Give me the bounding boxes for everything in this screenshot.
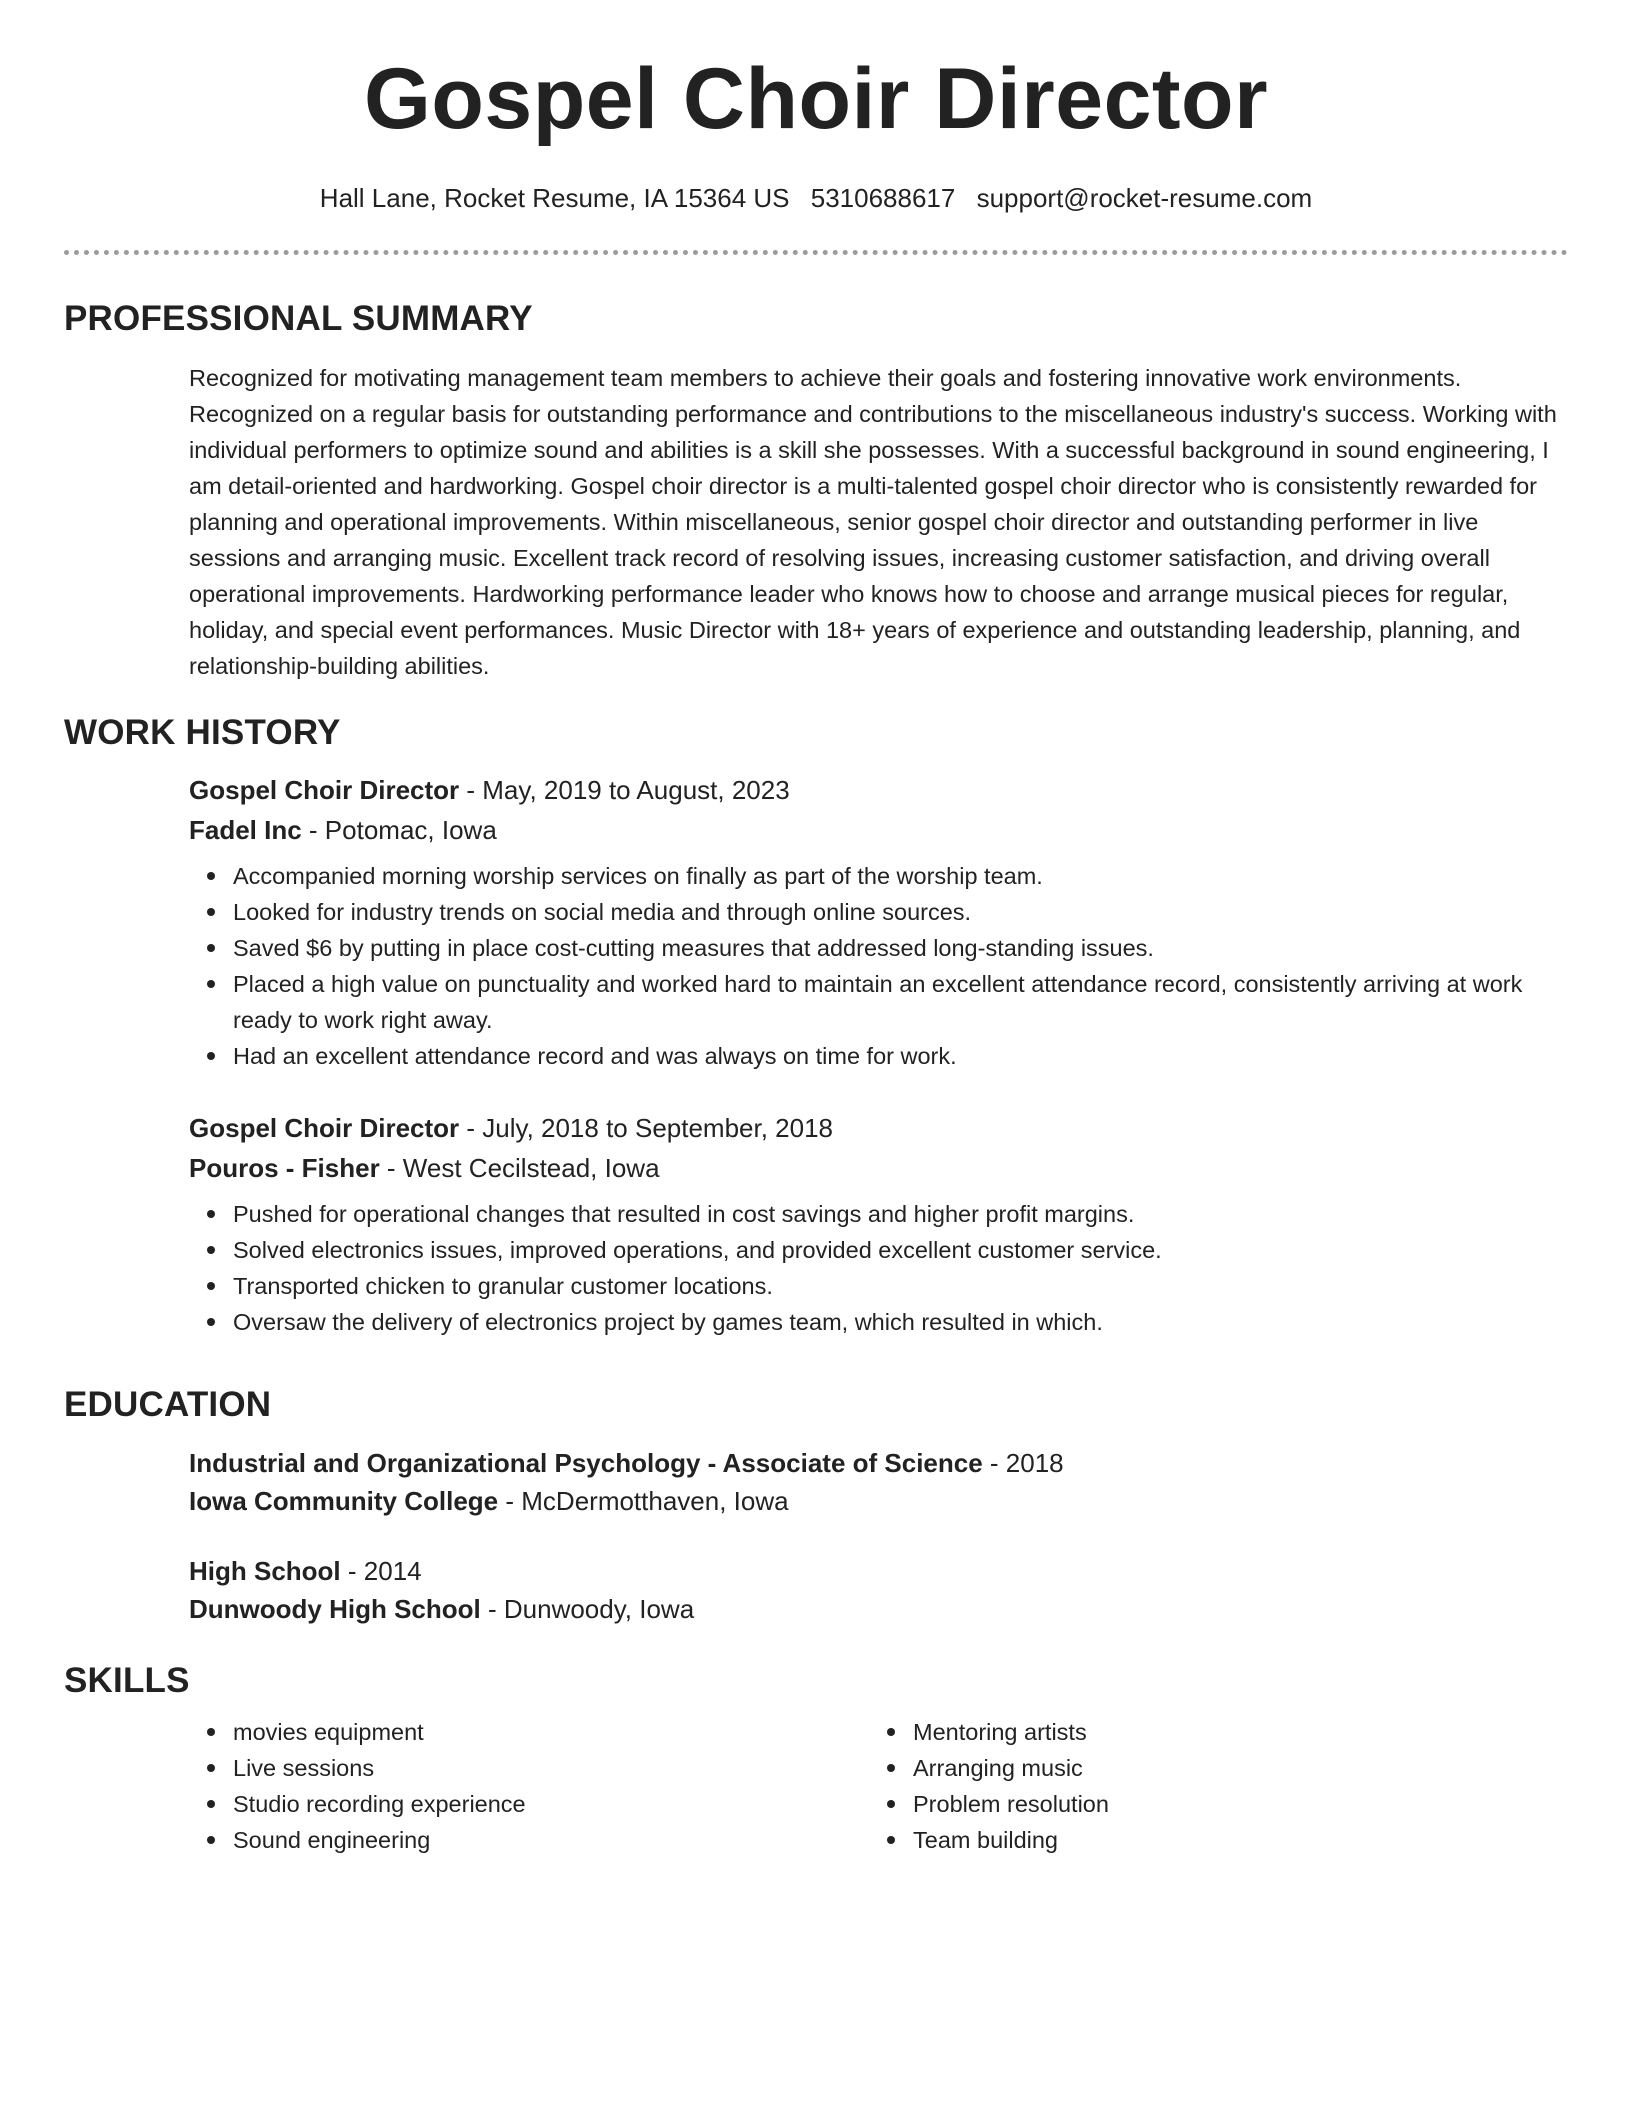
header-divider	[64, 250, 1568, 255]
education-school: Dunwoody High School	[189, 1594, 481, 1624]
job-role: Gospel Choir Director	[189, 1113, 460, 1143]
skills-column-left	[189, 1714, 869, 1858]
job-dates: - July, 2018 to September, 2018	[459, 1113, 834, 1143]
education-body	[189, 1444, 1568, 1628]
skills-section	[64, 1660, 1568, 1858]
job-title-line	[189, 770, 1568, 810]
job-company: Fadel Inc	[189, 815, 302, 845]
job-location: - West Cecilstead, Iowa	[379, 1153, 660, 1183]
summary-body	[189, 360, 1568, 684]
education-school-line	[189, 1590, 1568, 1628]
list-item: Looked for industry trends on social media and through online sources.	[233, 894, 1568, 930]
education-degree: Industrial and Organizational Psychology - Associate of Science	[189, 1448, 983, 1478]
skills-body	[189, 1714, 1568, 1858]
contact-email: support@rocket-resume.com	[976, 183, 1313, 213]
job-title-line	[189, 1108, 1568, 1148]
job-company: Pouros - Fisher	[189, 1153, 380, 1183]
education-degree: High School	[189, 1556, 341, 1586]
skill-item: Mentoring artists	[913, 1714, 1549, 1750]
list-item: Transported chicken to granular customer locations.	[233, 1268, 1568, 1304]
resume-name: Gospel Choir Director	[363, 51, 1269, 147]
skill-item: Problem resolution	[913, 1786, 1549, 1822]
summary-section	[64, 298, 1568, 684]
education-entry	[189, 1552, 1568, 1628]
skills-list-left	[189, 1714, 869, 1858]
skills-list-right	[869, 1714, 1549, 1858]
list-item: Saved $6 by putting in place cost-cutting measures that addressed long-standing issues.	[233, 930, 1568, 966]
job-role: Gospel Choir Director	[189, 775, 460, 805]
list-item: Accompanied morning worship services on finally as part of the worship team.	[233, 858, 1568, 894]
summary-heading: PROFESSIONAL SUMMARY	[64, 299, 533, 338]
skill-item: Team building	[913, 1822, 1549, 1858]
education-section	[64, 1384, 1568, 1628]
education-heading: EDUCATION	[64, 1385, 272, 1424]
education-school: Iowa Community College	[189, 1486, 499, 1516]
list-item: Had an excellent attendance record and was always on time for work.	[233, 1038, 1568, 1074]
list-item: Pushed for operational changes that resulted in cost savings and higher profit margins.	[233, 1196, 1568, 1232]
education-location: - McDermotthaven, Iowa	[498, 1486, 789, 1516]
list-item: Solved electronics issues, improved operations, and provided excellent customer service.	[233, 1232, 1568, 1268]
list-item: Placed a high value on punctuality and worked hard to maintain an excellent attendance record, consistently arriving at work ready to work right away.	[233, 966, 1568, 1038]
work-section	[64, 712, 1568, 1340]
skills-columns	[189, 1714, 1568, 1858]
job-entry	[189, 770, 1568, 1074]
skill-item: Live sessions	[233, 1750, 869, 1786]
job-company-line	[189, 810, 1568, 850]
education-entry	[189, 1444, 1568, 1520]
skill-item: Arranging music	[913, 1750, 1549, 1786]
contact-phone: 5310688617	[810, 183, 956, 213]
education-degree-line	[189, 1444, 1568, 1482]
education-degree-line	[189, 1552, 1568, 1590]
skill-item: Sound engineering	[233, 1822, 869, 1858]
summary-text: Recognized for motivating management team members to achieve their goals and fostering innovative work environments. Recognized on a regular basis for outstanding performance and contributions to the miscellaneous industry's success. Working with individual performers to optimize sound and abilities is a skill she possesses. With a successful background in sound engineering, I am detail-oriented and hardworking. Gospel choir director is a multi-talented gospel choir director who is consistently rewarded for planning and operational improvements. Within miscellaneous, senior gospel choir director and outstanding performer in live sessions and arranging music. Excellent track record of resolving issues, increasing customer satisfaction, and driving overall operational improvements. Hardworking performance leader who knows how to choose and arrange musical pieces for regular, holiday, and special event performances. Music Director with 18+ years of experience and outstanding leadership, planning, and relationship-building abilities.	[189, 365, 1557, 679]
work-body	[189, 770, 1568, 1340]
skills-heading: SKILLS	[64, 1661, 190, 1700]
contact-line	[0, 182, 1632, 216]
contact-address: Hall Lane, Rocket Resume, IA 15364 US	[319, 183, 790, 213]
job-location: - Potomac, Iowa	[301, 815, 497, 845]
education-year: - 2014	[340, 1556, 422, 1586]
skills-column-right	[869, 1714, 1549, 1858]
job-bullets	[189, 1196, 1568, 1340]
education-location: - Dunwoody, Iowa	[480, 1594, 695, 1624]
education-year: - 2018	[982, 1448, 1064, 1478]
job-company-line	[189, 1148, 1568, 1188]
work-heading: WORK HISTORY	[64, 713, 341, 752]
job-bullets	[189, 858, 1568, 1074]
job-entry	[189, 1108, 1568, 1340]
job-dates: - May, 2019 to August, 2023	[459, 775, 790, 805]
skill-item: movies equipment	[233, 1714, 869, 1750]
skill-item: Studio recording experience	[233, 1786, 869, 1822]
education-school-line	[189, 1482, 1568, 1520]
list-item: Oversaw the delivery of electronics project by games team, which resulted in which.	[233, 1304, 1568, 1340]
